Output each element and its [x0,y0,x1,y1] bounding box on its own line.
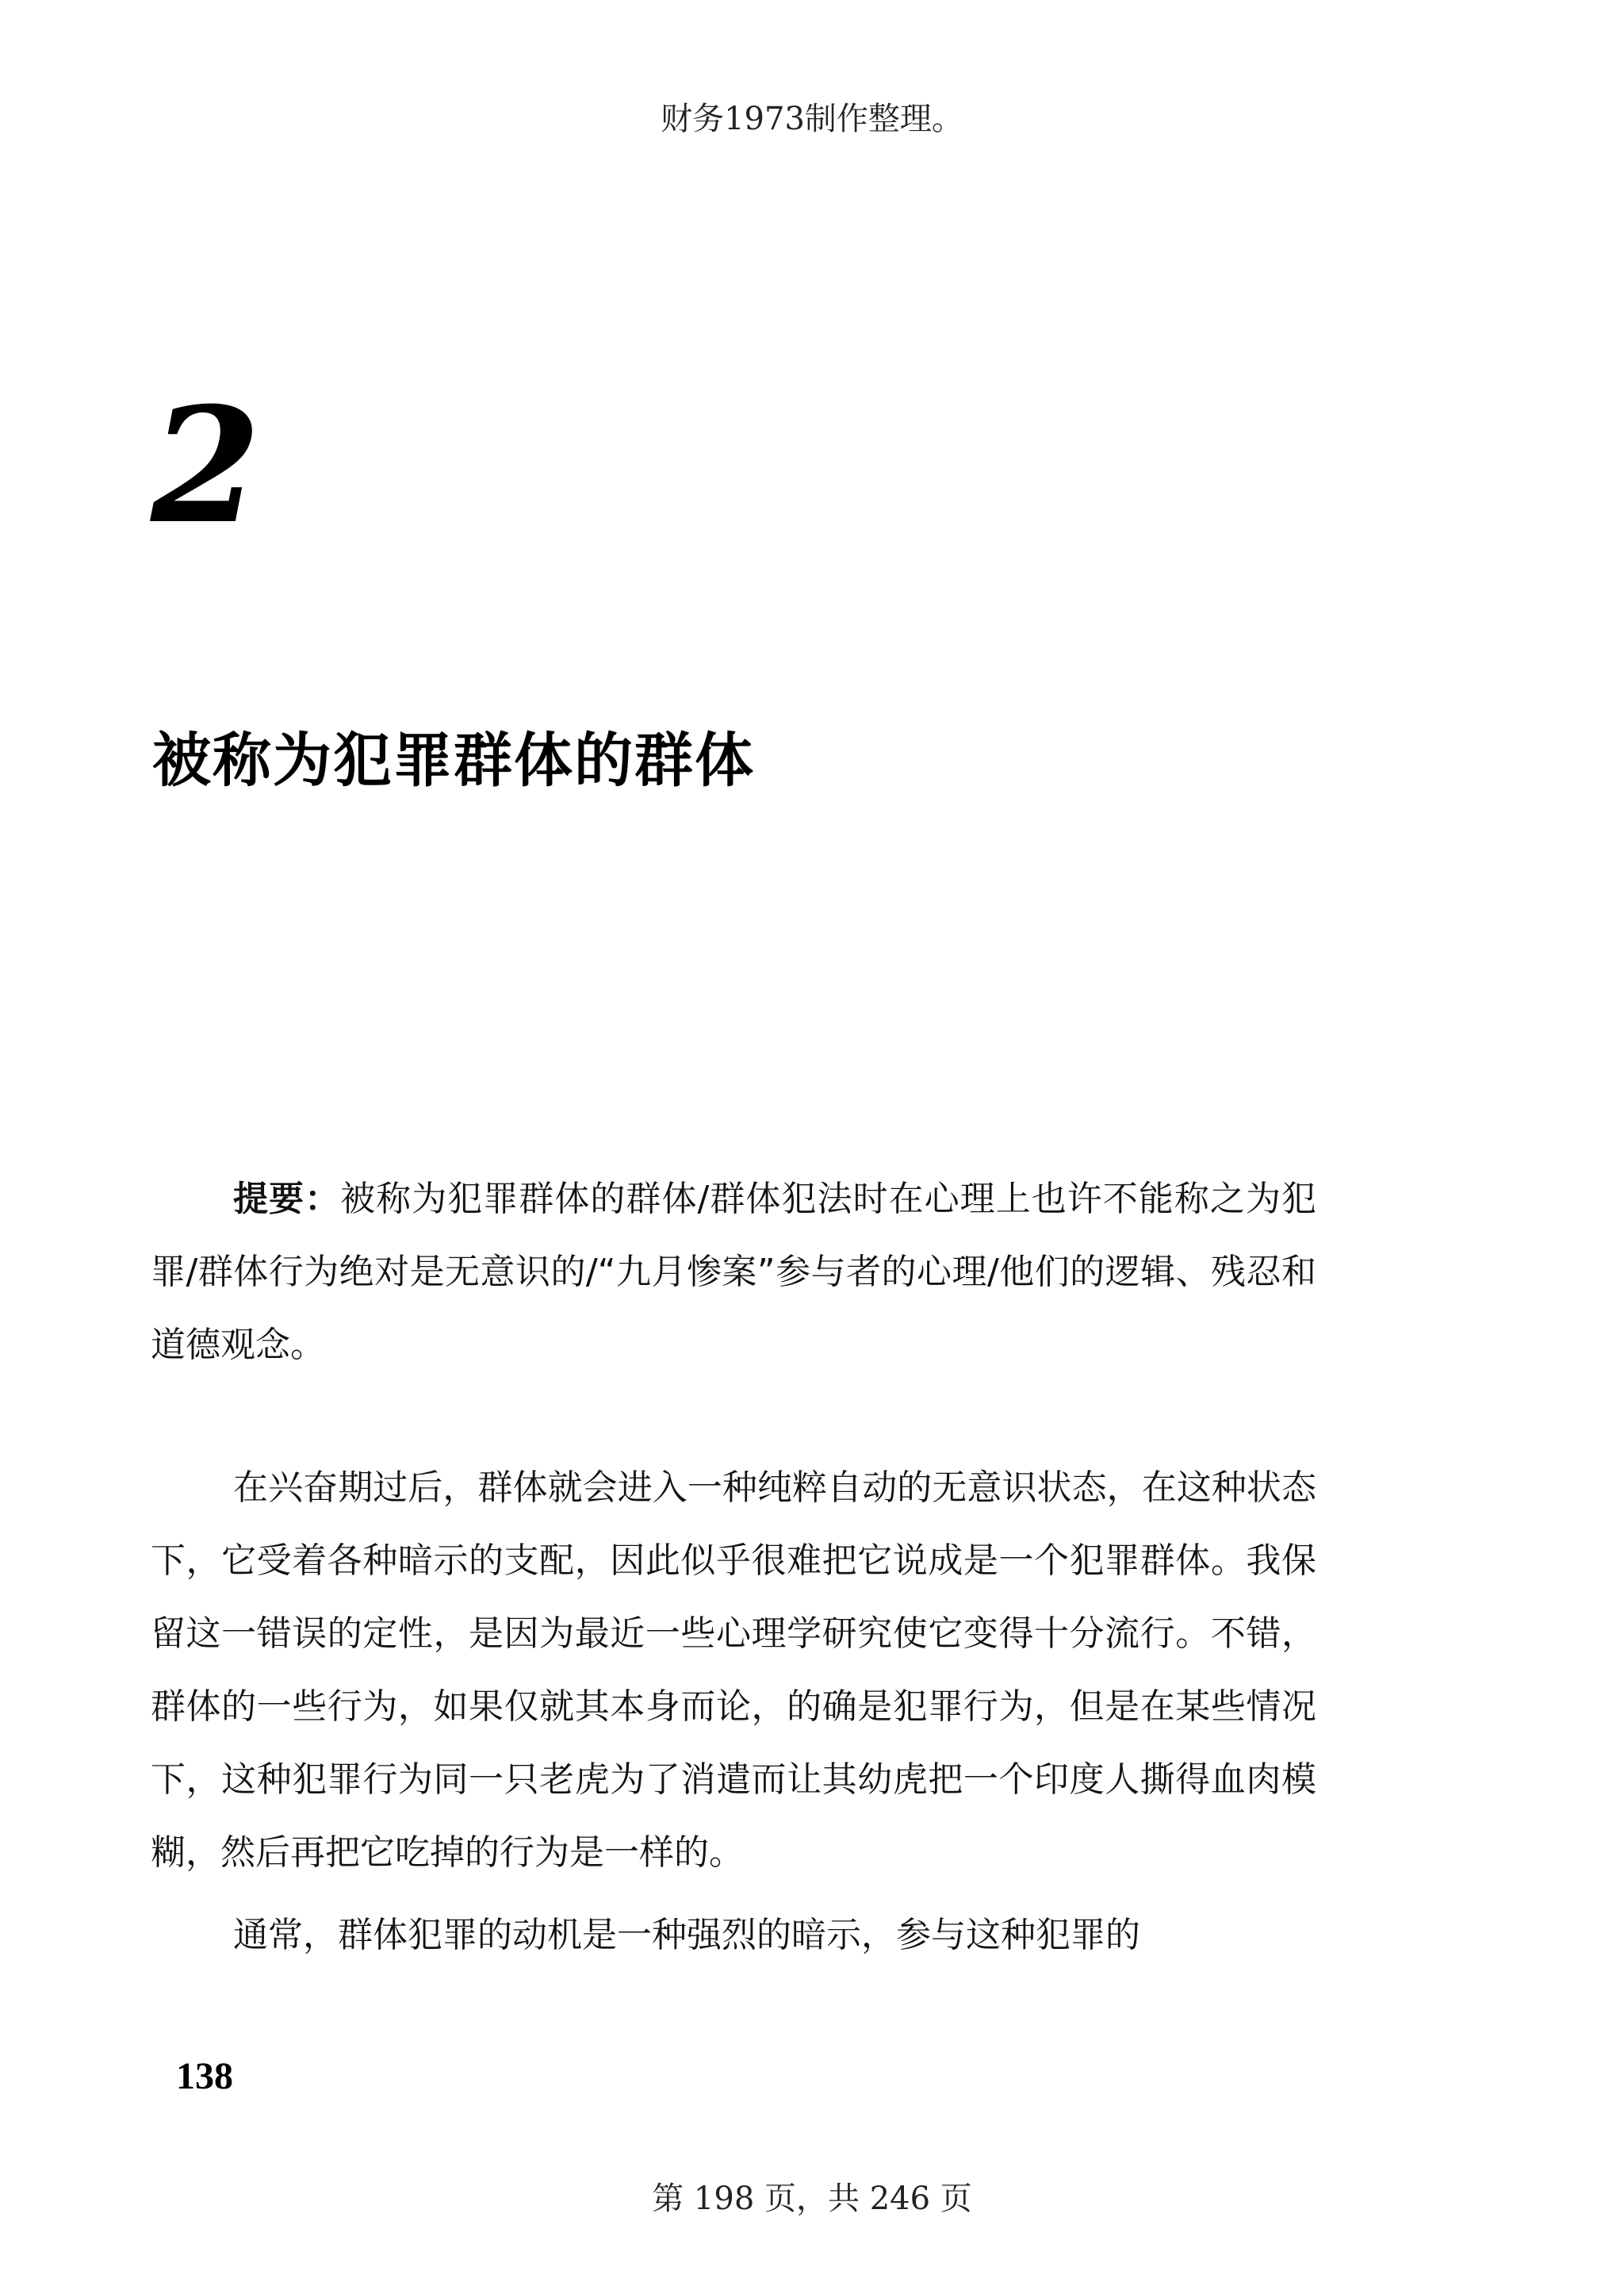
body-paragraph: 在兴奋期过后，群体就会进入一种纯粹自动的无意识状态，在这种状态下，它受着各种暗示的支配，因此似乎很难把它说成是一个犯罪群体。我保留这一错误的定性，是因为最近一些心理学研究使它变得十分流行。不错，群体的一些行为，如果仅就其本身而论，的确是犯罪行为，但是在某些情况下，这种犯罪行为同一只老虎为了消遣而让其幼虎把一个印度人撕得血肉模糊，然后再把它吃掉的行为是一样的。 [151,1467,1316,1873]
page-number: 138 [176,2055,233,2097]
body-text [151,1452,1316,1972]
summary-text: 被称为犯罪群体的群体/群体犯法时在心理上也许不能称之为犯罪/群体行为绝对是无意识的/“九月惨案”参与者的心理/他们的逻辑、残忍和道德观念。 [151,1179,1317,1365]
chapter-title: 被称为犯罪群体的群体 [152,727,755,795]
header-note: 财务1973制作整理。 [661,101,963,137]
chapter-number: 2 [151,373,262,559]
body-paragraph: 通常，群体犯罪的动机是一种强烈的暗示，参与这种犯罪的 [233,1915,1140,1955]
summary-paragraph [151,1163,1316,1382]
summary-label: 提要： [233,1179,341,1219]
footer-page-indicator: 第 198 页，共 246 页 [652,2181,972,2217]
chapter-summary [151,1163,1316,1382]
